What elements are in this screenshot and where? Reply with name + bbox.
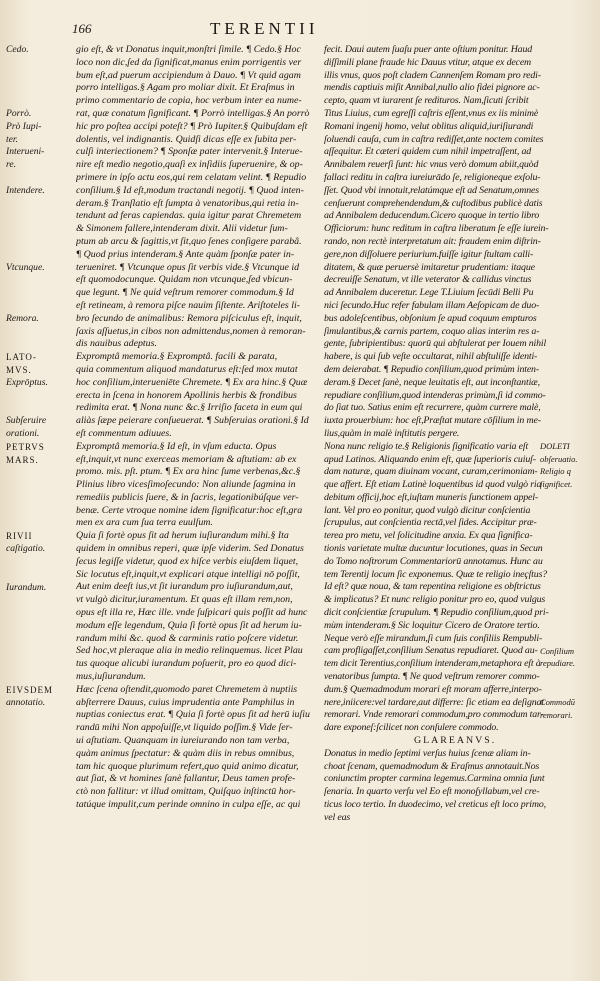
- text-line: hic pro poſtea accipi poteſt? ¶ Prò Iupiter.§ Quibuſdam eſt: [76, 120, 308, 132]
- text-line: primere in ipſo actu eos,qui rem celatam velint. ¶ Repudio: [76, 171, 307, 183]
- text-line: mùm intenderam.§ Sic loquitur Cicero de Oratore tertio.: [324, 619, 540, 631]
- text-line: dem deierabat. ¶ Repudio conſilium,quod primùm inten-: [324, 363, 539, 375]
- text-line: Quia ſi fortè opus ſit ad herum iuſiurandum mihi.§ Ita: [76, 530, 289, 542]
- text-line: randum mihi &c. quod & carminis ratio poſcere videtur.: [76, 632, 299, 644]
- margin-note: Porrò.: [6, 108, 32, 119]
- text-line: venatoribus ſumpta. ¶ Ne quod veſtrum remorer commo-: [324, 671, 540, 683]
- text-line: remorari. Vnde remorari commodum,pro commodum tar-: [324, 709, 544, 721]
- text-line: repudiare conſilium,quod intenderas primùm,ſi id commo-: [324, 389, 546, 401]
- text-line: ſaxis aſſuetus,in cibos non admittendus,nomen à remoran-: [76, 325, 306, 337]
- text-line: dis nauibus adeptus.: [76, 338, 157, 350]
- text-line: culſi interiectionem? ¶ Sponſæ pater intervenit.§ Interue-: [76, 146, 303, 158]
- text-line: dicit conſcientiæ ſcrupulum. ¶ Repudio conſilium,quod pri-: [324, 607, 549, 619]
- margin-note: Commodū: [540, 696, 575, 707]
- text-line: Expromptâ memoria.§ Id eſt, in vſum educta. Opus: [76, 440, 277, 452]
- text-line: coniunctim propter carmina legemus.Carmina omnia ſunt: [324, 773, 545, 785]
- text-line: erecta in ſcena in honorem Apollinis herbis & frondibus: [76, 389, 297, 401]
- text-line: fecit. Daui autem ſuaſu puer ante oſtium ponitur. Haud: [324, 44, 533, 55]
- text-line: ptum ab arcu & ſagittis,vt ſit,quo ſenes conſigere parabâ.: [76, 235, 302, 247]
- running-title: TERENTII: [210, 19, 319, 38]
- margin-note: ter.: [6, 133, 18, 145]
- text-line: eſt retineam, à remora piſce nauim ſiſtente. Ariſtoteles li-: [76, 299, 300, 311]
- text-line: nuptias coniectus erat. ¶ Quia ſi fortè opus ſit ad herū iuſiu: [76, 709, 310, 721]
- text-line: fallaci reditu in caſtra iureiurādo ſe, religioneque exſolu-: [324, 171, 541, 183]
- text-line: ui aſtutiam. Quanquam in iureiurando non tam verba,: [76, 735, 290, 747]
- text-line: bus adoleſcentibus, obſonium ſe apud coquum empturos: [324, 312, 537, 324]
- text-line: aſſequitur. Et cæteri quidem cum nihil impetraſſent, ad: [324, 146, 532, 158]
- text-line: remediis publicis ſuere, & in ſacris, legationibúſque ver-: [76, 491, 299, 503]
- margin-note: Remora.: [6, 312, 39, 324]
- text-line: debitum officij,hoc eſt,iuſtam muneris ſunctionem appel-: [324, 491, 539, 503]
- text-line: ſenaria. In quarto verſu vel Eo eſt monoſyllabum,vel cre-: [324, 786, 540, 798]
- text-line: promo. mis. pſt. ptum. ¶ Ex ara hinc ſume verbenas,&c.§: [76, 466, 301, 478]
- text-line: abſterrere Dauus, cuius imprudentia ante Pamphilus in: [76, 696, 295, 708]
- text-line: vel eas: [324, 811, 351, 823]
- text-line: Id eſt? quæ noua, & tam repentina religione es obſtrictus: [324, 581, 541, 593]
- text-line: Nona nunc religio te.§ Religionis ſignificatio varia eſt: [324, 440, 529, 452]
- text-line: dum.§ Quemadmodum morari eſt moram afferre,interpo-: [324, 683, 542, 695]
- text-line: Romani ingenij homo, velut oblitus aliquid,iuriſiurandi: [324, 120, 534, 132]
- margin-note: orationi.: [6, 428, 40, 439]
- margin-note: Subſeruire: [6, 415, 47, 427]
- margin-note: annotatio.: [6, 696, 46, 708]
- text-line: ſoluendi cauſa, cum in caſtra rediſſet,ante noctem comites: [324, 133, 544, 145]
- text-line: cepto, quam vt iurarent ſe redituros. Nam,ſicuti ſcribit: [324, 95, 529, 107]
- text-line: ctò non fallitur: vt illud omittam, Quiſquo inſtinctū hor-: [76, 786, 296, 798]
- text-line: ad Annibalem deducendum.Cicero quoque in tertio libro: [324, 210, 540, 222]
- text-line: que legunt. ¶ Ne quid veſtrum remorer commodum.§ Id: [76, 287, 294, 299]
- text-line: lius,quàm in malè inſtitutis pergere.: [324, 427, 460, 439]
- text-line: Donatus in medio ſeptimi verſus huius ſcenæ aliam in-: [324, 747, 531, 759]
- margin-note: re.: [6, 159, 17, 171]
- text-line: redimita erat. ¶ Nona nunc &c.§ Irriſio faceta in eum qui: [76, 402, 303, 414]
- text-line: tem dicit Terentius,conſilium intenderam,metaphora eſt à: [324, 658, 541, 670]
- text-line: nire eſt medio negotio,quaſi ex inſidiis ſuperuenire, & op-: [76, 159, 303, 171]
- text-line: aliàs ſæpe peierare conſueuerat. ¶ Subſeruias orationi.§ Id: [76, 415, 309, 427]
- margin-note: repudiare.: [540, 658, 576, 669]
- text-line: cam profligaſſet,conſilium Senatus repudiaret. Quod au-: [324, 645, 538, 657]
- text-line: terueniret. ¶ Vtcunque opus ſit verbis vide.§ Vtcunque id: [76, 261, 300, 273]
- text-line: ad Annibalem duceretur. Lege T.Liuium ſecūdi Belli Pu: [324, 287, 534, 299]
- text-line: modum eſſe legendum, Quia ſi fortè opus ſit ad herum iu-: [76, 619, 302, 631]
- margin-note: Cedo.: [6, 44, 29, 55]
- text-line: choat ſcenam, quemadmodum & Eraſmus annotauit.Nos: [324, 760, 540, 772]
- page-header: [70, 21, 580, 41]
- text-line: ſecus legiſſe videtur, quod ex hiſce verbis eiuſdem liquet,: [76, 555, 299, 567]
- text-line: do ſiat tuo. Satius enim eſt recurrere, quàm currere malè,: [324, 402, 541, 414]
- text-line: hoc conſilium,interueniēte Chremete. ¶ Ex ara hinc.§ Quæ: [76, 376, 308, 388]
- text-line: primo commentario de copia, hoc verbum inter ea nume-: [76, 95, 302, 107]
- text-line: Hæc ſcena oſtendit,quomodo paret Chremetem à nuptiis: [76, 683, 298, 695]
- text-line: quidem in omnibus reperi, quæ ipſe viderim. Sed Donatus: [76, 543, 304, 555]
- text-line: do Tomo noſtrorum Commentariorū annotamus. Hunc au: [324, 555, 543, 567]
- text-line: tem Terentij locum ſic exponemus. Quæ te religio ineçſtus?: [324, 568, 548, 580]
- text-line: tatúque impulit,cum perinde omnino in culpa eſſe, ac qui: [76, 799, 301, 811]
- margin-note: DOLETI: [540, 440, 570, 451]
- text-line: mendis captiuis miſit Annibal,nullo alio fidei pignore ac-: [324, 82, 540, 94]
- text-line: gio eſt, & vt Donatus inquit,monſtri ſimile. ¶ Cedo.§ Hoc: [76, 44, 301, 55]
- text-line: diſſimili plane fraude hic Dauus vtitur, atque ex decem: [324, 56, 532, 68]
- text-line: men ex ara cum ſua terra euulſum.: [76, 517, 213, 529]
- text-line: Aut enim deeſt ius,vt ſit iurandum pro iuſiurandum,aut,: [76, 581, 293, 593]
- text-line: Sed hoc,vt pleraque alia in medio relinquemus. licet Plau: [76, 645, 303, 657]
- text-line: dolentis, vel indignantis. Quidſi dicas eſſe ex ſubita per-: [76, 133, 297, 145]
- text-line: vt vulgò dicitur,iuramentum. Et quas eſt illam rem,non,: [76, 594, 293, 606]
- margin-note: Vtcunque.: [6, 261, 45, 273]
- text-line: tendunt ad feras capiendas. quia igitur parat Chremetem: [76, 210, 302, 222]
- text-line: & implicatus? Et nunc religio ponitur pro eo, quod vulgus: [324, 594, 546, 606]
- text-line: nere,iniicere:vel tardare,aut differre: ſic etiam ea deſignat: [324, 696, 544, 708]
- text-line: apud Latinos. Aliquando enim eſt, quæ ſuperioris cuiuſ-: [324, 453, 536, 465]
- text-line: rat, quæ conatum ſignificant. ¶ Porrò intelligas.§ An porrò: [76, 107, 310, 119]
- margin-note: LATO-: [6, 352, 37, 363]
- text-line: illis vnus, quos poſt cladem Cannenſem Romam pro redi-: [324, 69, 541, 81]
- text-line: rando, non rectè interpretatum ait: fraudem enim diſtrin-: [324, 235, 541, 247]
- text-line: que affert. Eſt etiam Latinè loquentibus id quod vulgò ria: [324, 479, 542, 491]
- margin-note: Prò Iupi-: [6, 120, 42, 132]
- margin-note: Interueni-: [6, 146, 45, 158]
- text-line: gere,non diſſoluere periurium.fuiſſe igitur ſtultam calli-: [324, 248, 534, 260]
- text-line: Officiorum: hunc reditum in caſtra liberatum ſe eſſe iurein-: [324, 223, 549, 235]
- margin-note: MVS.: [6, 365, 32, 375]
- margin-note: RIVII: [6, 531, 33, 542]
- text-line: & Simonem fallere,intenderam dixit. Alii videtur ſum-: [76, 223, 288, 235]
- text-line: ſcrupulus, aut conſcientia rectā,vel ſides. Accipitur præ-: [324, 517, 537, 529]
- text-line: eſt commentum adiuues.: [76, 427, 172, 439]
- text-line: ditatem, & quæ peruersè imitaretur prudentiam: itaque: [324, 261, 535, 273]
- margin-note: Exprōptus.: [6, 376, 48, 388]
- text-line: quàm animus ſpectatur: & quàm diis in rebus omnibus,: [76, 747, 295, 759]
- text-line: aut ſiat, & vt homines ſanè fallantur, Deus tamen profe-: [76, 773, 296, 785]
- text-line: Annibalem reuerſi ſunt: hic vnus verò domum abiit,quòd: [324, 159, 539, 171]
- margin-note: Religio q: [540, 466, 571, 477]
- text-line: Expromptâ memoria.§ Expromptâ. facili & parata,: [76, 351, 278, 363]
- text-line: bro ſecundo de animalibus: Remora piſciculus eſt, inquit,: [76, 312, 302, 324]
- text-line: opus eſt illa re, Hæc ille. vnde ſuſpicari quis poſſit ad hunc: [76, 607, 308, 619]
- margin-note: ſignificet.: [540, 479, 573, 490]
- text-line: deram.§ Tranſlatio eſt ſumpta à venatoribus,qui retia in-: [76, 197, 299, 209]
- text-line: ticus loco tertio. In duodecimo, vel creticus eſt loco primo,: [324, 799, 546, 811]
- margin-note: MARS.: [6, 454, 39, 465]
- text-line: conſilium.§ Id eſt,modum tractandi negotij. ¶ Quod inten-: [76, 184, 304, 196]
- text-line: gente, ſubripientibus: quorū qui abſtulerat per Iouem nihil: [324, 338, 547, 350]
- text-line: randū mihi Non appoſuiſſe,vt liquido poſſim.§ Vide ſer-: [76, 722, 293, 734]
- margin-note: remorari.: [540, 709, 573, 720]
- page-number: 166: [72, 21, 92, 36]
- text-line: ſſet. Quod vbi innotuit,relatúmque eſt ad Senatum,omnes: [324, 184, 539, 196]
- text-line: GLAREANVS.: [414, 735, 497, 747]
- text-line: Neque verò eſſe mirandum,ſi cum ſuis conſiliis Rempubli-: [324, 632, 543, 644]
- margin-note: EIVSDEM: [6, 685, 53, 695]
- margin-note: Iurandum.: [6, 581, 47, 593]
- text-line: eſt quomodocunque. Quidam non vtcunque,ſed vbicun-: [76, 274, 293, 286]
- text-line: nici ſecundo.Huc refer fabulam illam Aeſopicam de duo-: [324, 299, 540, 311]
- text-line: Sic locutus eſt,inquit,vt explicari atque intelligi nō poſſit,: [76, 568, 300, 580]
- text-line: decreuiſſe Senatum, vt ille veterator & callidus vinctus: [324, 274, 532, 286]
- text-line: tionis varietate multæ ducuntur locutiones, quas in Secun: [324, 543, 543, 555]
- left-text-column: [76, 44, 312, 812]
- text-line: ¶ Quod prius intenderam.§ Ante quàm ſponſæ pater in-: [76, 248, 295, 260]
- margin-note: Intendere.: [6, 184, 45, 196]
- text-line: bum eſt,ad puerum accipiendum à Dauo. ¶ Vt quid agam: [76, 69, 301, 81]
- text-line: dam naturæ, quam diuinam vocant, curam,cerimoniam-: [324, 466, 538, 478]
- text-line: tus quoque alicubi iurandum poſuerit, pro eo quod dici-: [76, 658, 297, 670]
- text-line: deram.§ Decet ſanè, neque leuitatis eſt, aut inconſtantiæ,: [324, 376, 540, 388]
- margin-note: Conſilium: [540, 645, 575, 656]
- text-line: cenſuerunt comprehendendum,& cuſtodibus publicè datis: [324, 197, 543, 209]
- text-line: benæ. Certe vtroque nomine idem ſignificatur:hoc eſt,gra: [76, 504, 303, 516]
- text-line: quia commentum aliquod mandaturus eſt:ſed mox mutat: [76, 363, 298, 375]
- text-line: dare exponeſ:ſcilicet non conſulere commodo.: [324, 722, 499, 734]
- text-line: Titus Liuius, cum egreſſi caſtris eſſent,vnus ex iis minimè: [324, 107, 539, 119]
- text-line: mus,iuſiurandum.: [76, 671, 146, 683]
- text-line: ſimulantibus,& carnis partem, coquo alias interim res a-: [324, 325, 540, 337]
- text-line: eſt,inquit,vt nunc exerceas memoriam & aſtutiam: ab ex: [76, 453, 297, 465]
- margin-note: PETRVS: [6, 441, 45, 452]
- margin-note: caſtigatio.: [6, 543, 46, 555]
- text-line: loco non dic,ſed da ſignificat,manus enim porrigentis ver: [76, 56, 302, 68]
- text-line: Plinius libro vicesſimoſecundo: Non aliunde ſagmina in: [76, 479, 296, 491]
- right-text-column: [324, 44, 586, 825]
- text-line: tam hic quoque plurimum refert,quo quid animo dicatur,: [76, 760, 299, 772]
- margin-note: obſeruatio.: [540, 453, 578, 464]
- text-line: porro intelligas.§ Agam pro moliar dixit. Et Eraſmus in: [76, 82, 295, 94]
- text-line: lant. Vel pro eo ponitur, quod vulgò dicitur conſcientia: [324, 504, 531, 516]
- text-line: iuxta prouerbium: hoc eſt,Præſtat mutare cōſilium in me-: [324, 415, 541, 427]
- text-line: habere, is qui ſub veſte occultarat, nihil abſtuliſſe identi-: [324, 351, 538, 363]
- text-line: terea pro metu, vel ſolicitudine anxia. Ex qua ſignifica-: [324, 530, 533, 542]
